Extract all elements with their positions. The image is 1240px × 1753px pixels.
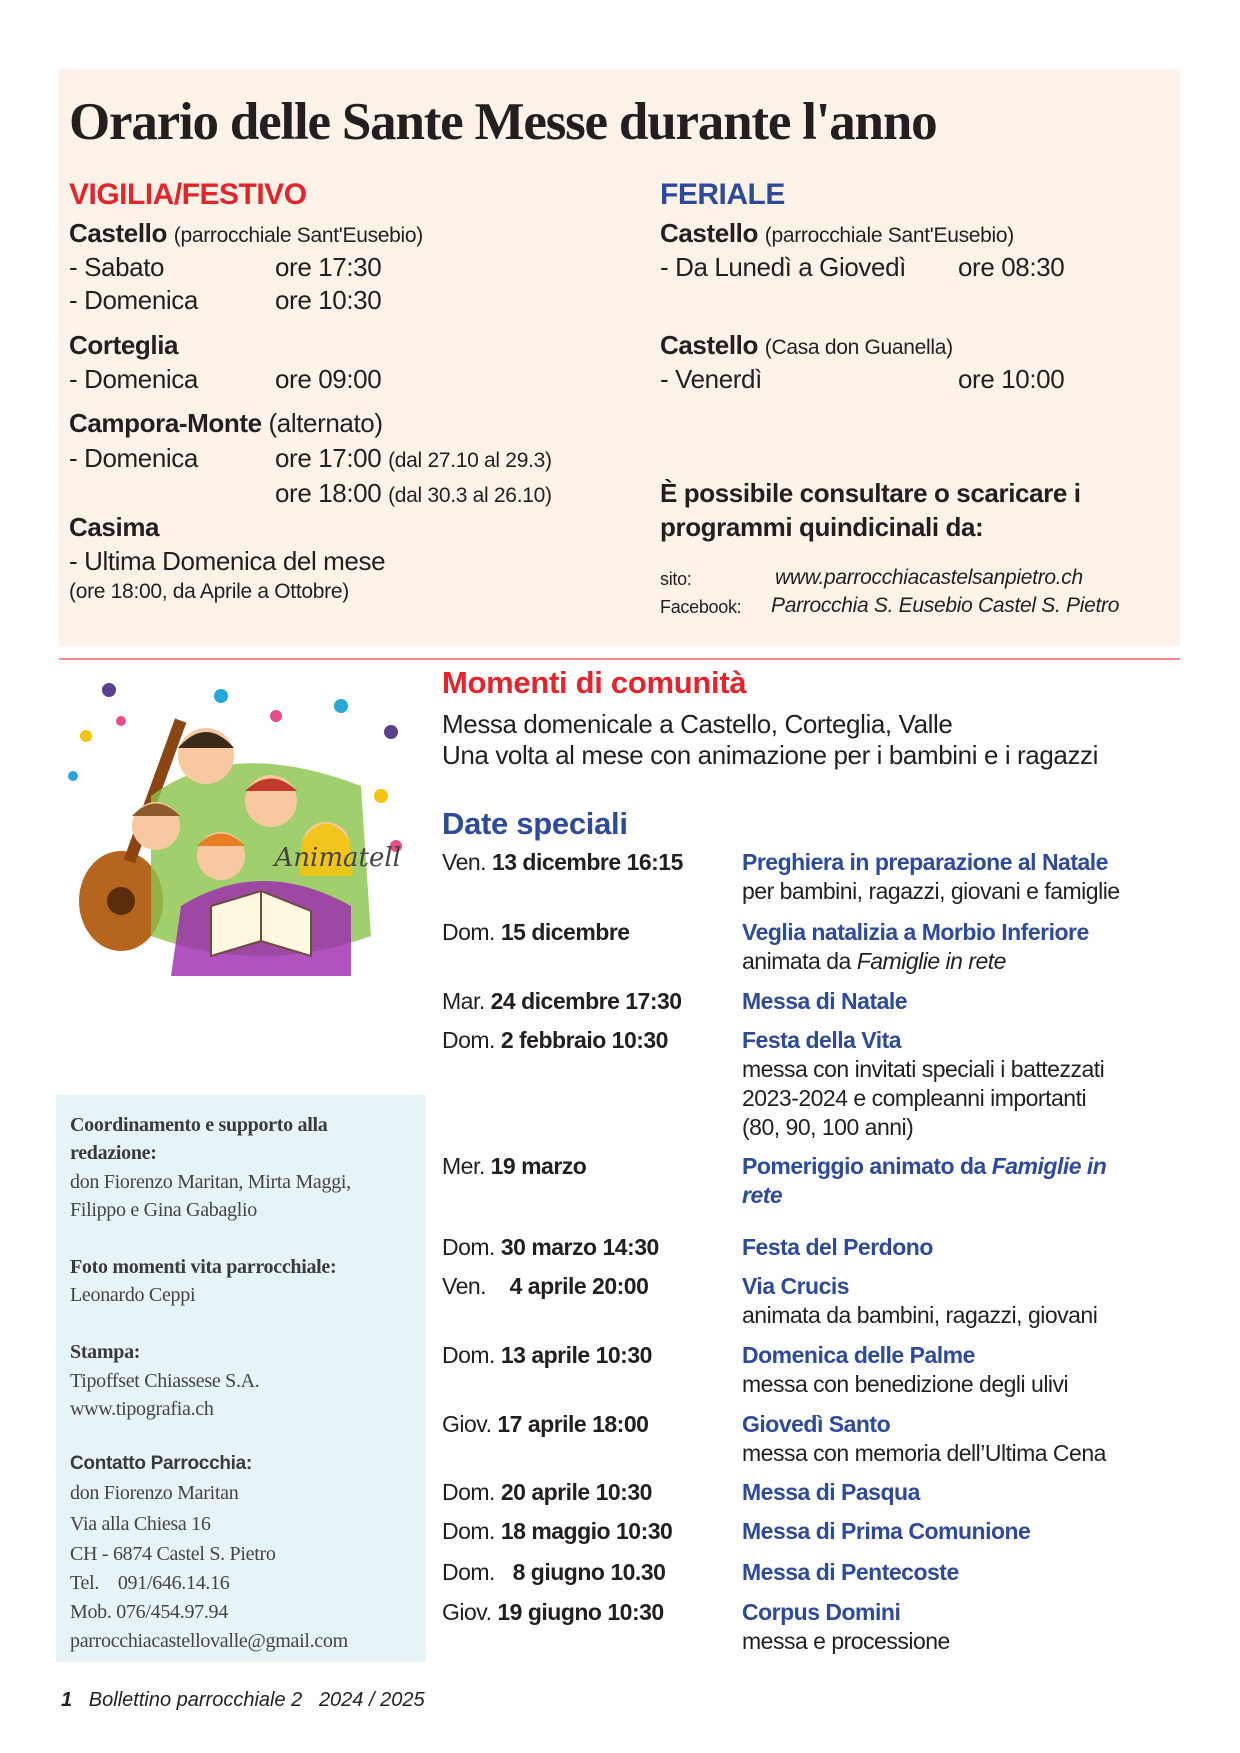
- event-desc: (80, 90, 100 anni): [742, 1114, 914, 1140]
- event-title: Messa di Pasqua: [742, 1479, 920, 1505]
- credits-heading: Contatto Parrocchia:: [70, 1453, 252, 1474]
- event-date: 24 dicembre 17:30: [490, 988, 682, 1014]
- info-text: È possibile consultare o scaricare i: [660, 478, 1081, 508]
- schedule-period: (dal 27.10 al 29.3): [388, 449, 552, 472]
- event-desc: [742, 947, 1172, 976]
- printer-website-link[interactable]: www.tipografia.ch: [70, 1398, 214, 1420]
- event-date: 20 aprile 10:30: [500, 1479, 652, 1505]
- event-date: 2 febbraio 10:30: [500, 1027, 668, 1053]
- event-day: Giov.: [442, 1411, 492, 1437]
- event-date: 15 dicembre: [500, 919, 630, 945]
- event-date: 17 aprile 18:00: [497, 1411, 649, 1437]
- momenti-line: Una volta al mese con animazione per i bambini e i ragazzi: [442, 740, 1099, 770]
- page-number: 1: [61, 1689, 73, 1711]
- place-note: (parrocchiale Sant'Eusebio): [764, 224, 1014, 247]
- feriale-heading: FERIALE: [660, 178, 785, 211]
- site-link[interactable]: www.parrocchiacastelsanpietro.ch: [775, 566, 1083, 589]
- event-date: 30 marzo 14:30: [500, 1234, 659, 1260]
- event-desc: messa con benedizione degli ulivi: [742, 1371, 1069, 1397]
- event-title: Via Crucis: [742, 1273, 850, 1299]
- facebook-label: Facebook:: [660, 597, 742, 617]
- schedule-time: ore 18:00: [275, 478, 382, 508]
- credits-heading: redazione:: [70, 1142, 157, 1164]
- event-title: Giovedì Santo: [742, 1411, 891, 1437]
- event-day: Dom.: [442, 1027, 495, 1053]
- place-name: Casima: [69, 512, 160, 542]
- event-desc: messa e processione: [742, 1628, 950, 1654]
- feriale-castello-guanella: [660, 330, 953, 361]
- event-date: 18 maggio 10:30: [500, 1518, 673, 1544]
- event-title: Messa di Pentecoste: [742, 1559, 959, 1585]
- event-title: Messa di Natale: [742, 988, 908, 1014]
- schedule-day: - Ultima Domenica del mese: [69, 546, 386, 576]
- event-title: Messa di Prima Comunione: [742, 1518, 1031, 1544]
- event-day: Dom.: [442, 1342, 495, 1368]
- schedule-day: - Domenica: [69, 364, 198, 394]
- schedule-time: ore 17:00: [275, 443, 382, 473]
- page-footer: [61, 1686, 425, 1714]
- section-divider: [59, 658, 1180, 660]
- event-day: Ven.: [442, 1273, 487, 1299]
- festivo-campora: [69, 408, 383, 438]
- credits-text: Leonardo Ceppi: [70, 1284, 196, 1306]
- date-speciali-heading: Date speciali: [442, 806, 628, 841]
- event-date: 19 giugno 10:30: [497, 1599, 664, 1625]
- event-day: Dom.: [442, 1518, 495, 1544]
- info-text: programmi quindicinali da:: [660, 512, 984, 542]
- credits-text: don Fiorenzo Maritan, Mirta Maggi,: [70, 1171, 351, 1193]
- place-name: Castello: [660, 218, 758, 248]
- page-title: Orario delle Sante Messe durante l'anno: [69, 93, 937, 151]
- event-desc: animata da bambini, ragazzi, giovani: [742, 1302, 1098, 1328]
- event-desc: 2023-2024 e compleanni importanti: [742, 1085, 1087, 1111]
- event-title: Corpus Domini: [742, 1599, 901, 1625]
- credits-heading: Foto momenti vita parrocchiale:: [70, 1256, 337, 1278]
- event-title: Festa del Perdono: [742, 1234, 933, 1260]
- event-day: Ven.: [442, 849, 487, 875]
- publication-name: Bollettino parrocchiale 2: [88, 1689, 303, 1711]
- place-name: Campora-Monte: [69, 408, 262, 438]
- contact-email-link[interactable]: parrocchiacastellovalle@gmail.com: [70, 1630, 348, 1652]
- facebook-page-link[interactable]: Parrocchia S. Eusebio Castel S. Pietro: [771, 594, 1120, 617]
- event-title-italic: Famiglie in: [991, 1153, 1107, 1179]
- momenti-line: Messa domenicale a Castello, Corteglia, Valle: [442, 709, 953, 739]
- contact-phone: Tel. 091/646.14.16: [70, 1572, 230, 1594]
- site-label: sito:: [660, 569, 692, 589]
- schedule-time: ore 09:00: [275, 364, 382, 394]
- publication-year: 2024 / 2025: [318, 1689, 425, 1711]
- schedule-day: - Da Lunedì a Giovedì: [660, 252, 906, 282]
- event-date: 19 marzo: [490, 1153, 587, 1179]
- event-title-italic: rete: [742, 1182, 783, 1208]
- event-day: Dom.: [442, 1559, 495, 1585]
- schedule-day: - Domenica: [69, 285, 198, 315]
- festivo-heading: VIGILIA/FESTIVO: [69, 178, 307, 211]
- event-day: Dom.: [442, 919, 495, 945]
- event-date: 13 aprile 10:30: [500, 1342, 652, 1368]
- event-title: [742, 1152, 1172, 1210]
- event-desc-text: animata da: [742, 948, 857, 974]
- place-note: (Casa don Guanella): [764, 336, 953, 359]
- contact-line: Via alla Chiesa 16: [70, 1513, 211, 1535]
- credits-heading: Coordinamento e supporto alla: [70, 1114, 328, 1136]
- place-name: Castello: [660, 330, 758, 360]
- schedule-time: ore 17:30: [275, 252, 382, 282]
- credits-text: Tipoffset Chiassese S.A.: [70, 1370, 260, 1392]
- contact-line: CH - 6874 Castel S. Pietro: [70, 1543, 276, 1565]
- schedule-period: (dal 30.3 al 26.10): [388, 484, 552, 507]
- event-date: 4 aprile 20:00: [509, 1273, 649, 1299]
- contact-mobile: Mob. 076/454.97.94: [70, 1601, 228, 1623]
- schedule-time-row: [275, 478, 552, 509]
- feriale-castello: [660, 218, 1014, 249]
- event-desc: messa con memoria dell’Ultima Cena: [742, 1440, 1106, 1466]
- place-note: (parrocchiale Sant'Eusebio): [173, 224, 423, 247]
- event-title: Festa della Vita: [742, 1027, 902, 1053]
- credits-text: Filippo e Gina Gabaglio: [70, 1199, 257, 1221]
- event-day: Dom.: [442, 1234, 495, 1260]
- schedule-time: ore 08:30: [958, 252, 1065, 282]
- event-day: Giov.: [442, 1599, 492, 1625]
- momenti-heading: Momenti di comunità: [442, 665, 747, 700]
- schedule-time: ore 10:00: [958, 364, 1065, 394]
- event-title: Domenica delle Palme: [742, 1342, 975, 1368]
- credits-heading: Stampa:: [70, 1341, 141, 1363]
- event-desc: per bambini, ragazzi, giovani e famiglie: [742, 878, 1120, 904]
- event-date: 13 dicembre 16:15: [491, 849, 683, 875]
- schedule-note: (ore 18:00, da Aprile a Ottobre): [69, 580, 349, 603]
- schedule-time-row: [275, 443, 552, 474]
- schedule-day: - Domenica: [69, 443, 198, 473]
- event-date: 8 giugno 10.30: [512, 1559, 666, 1585]
- contact-line: don Fiorenzo Maritan: [70, 1482, 239, 1504]
- schedule-time: ore 10:30: [275, 285, 382, 315]
- event-day: Dom.: [442, 1479, 495, 1505]
- illustration-signature: Animatell: [274, 843, 401, 873]
- schedule-day: - Sabato: [69, 252, 165, 282]
- event-day: Mar.: [442, 988, 485, 1014]
- event-day: Mer.: [442, 1153, 485, 1179]
- event-desc: messa con invitati speciali i battezzati: [742, 1056, 1105, 1082]
- place-note: (alternato): [268, 408, 383, 438]
- children-singing-illustration: [61, 676, 413, 996]
- place-name: Castello: [69, 218, 167, 248]
- schedule-day: - Venerdì: [660, 364, 762, 394]
- event-desc-italic: Famiglie in rete: [856, 948, 1006, 974]
- event-title-text: Pomeriggio animato da: [742, 1153, 992, 1179]
- event-title: Preghiera in preparazione al Natale: [742, 849, 1108, 875]
- place-name: Corteglia: [69, 330, 179, 360]
- event-title: Veglia natalizia a Morbio Inferiore: [742, 919, 1089, 945]
- festivo-castello: [69, 218, 423, 249]
